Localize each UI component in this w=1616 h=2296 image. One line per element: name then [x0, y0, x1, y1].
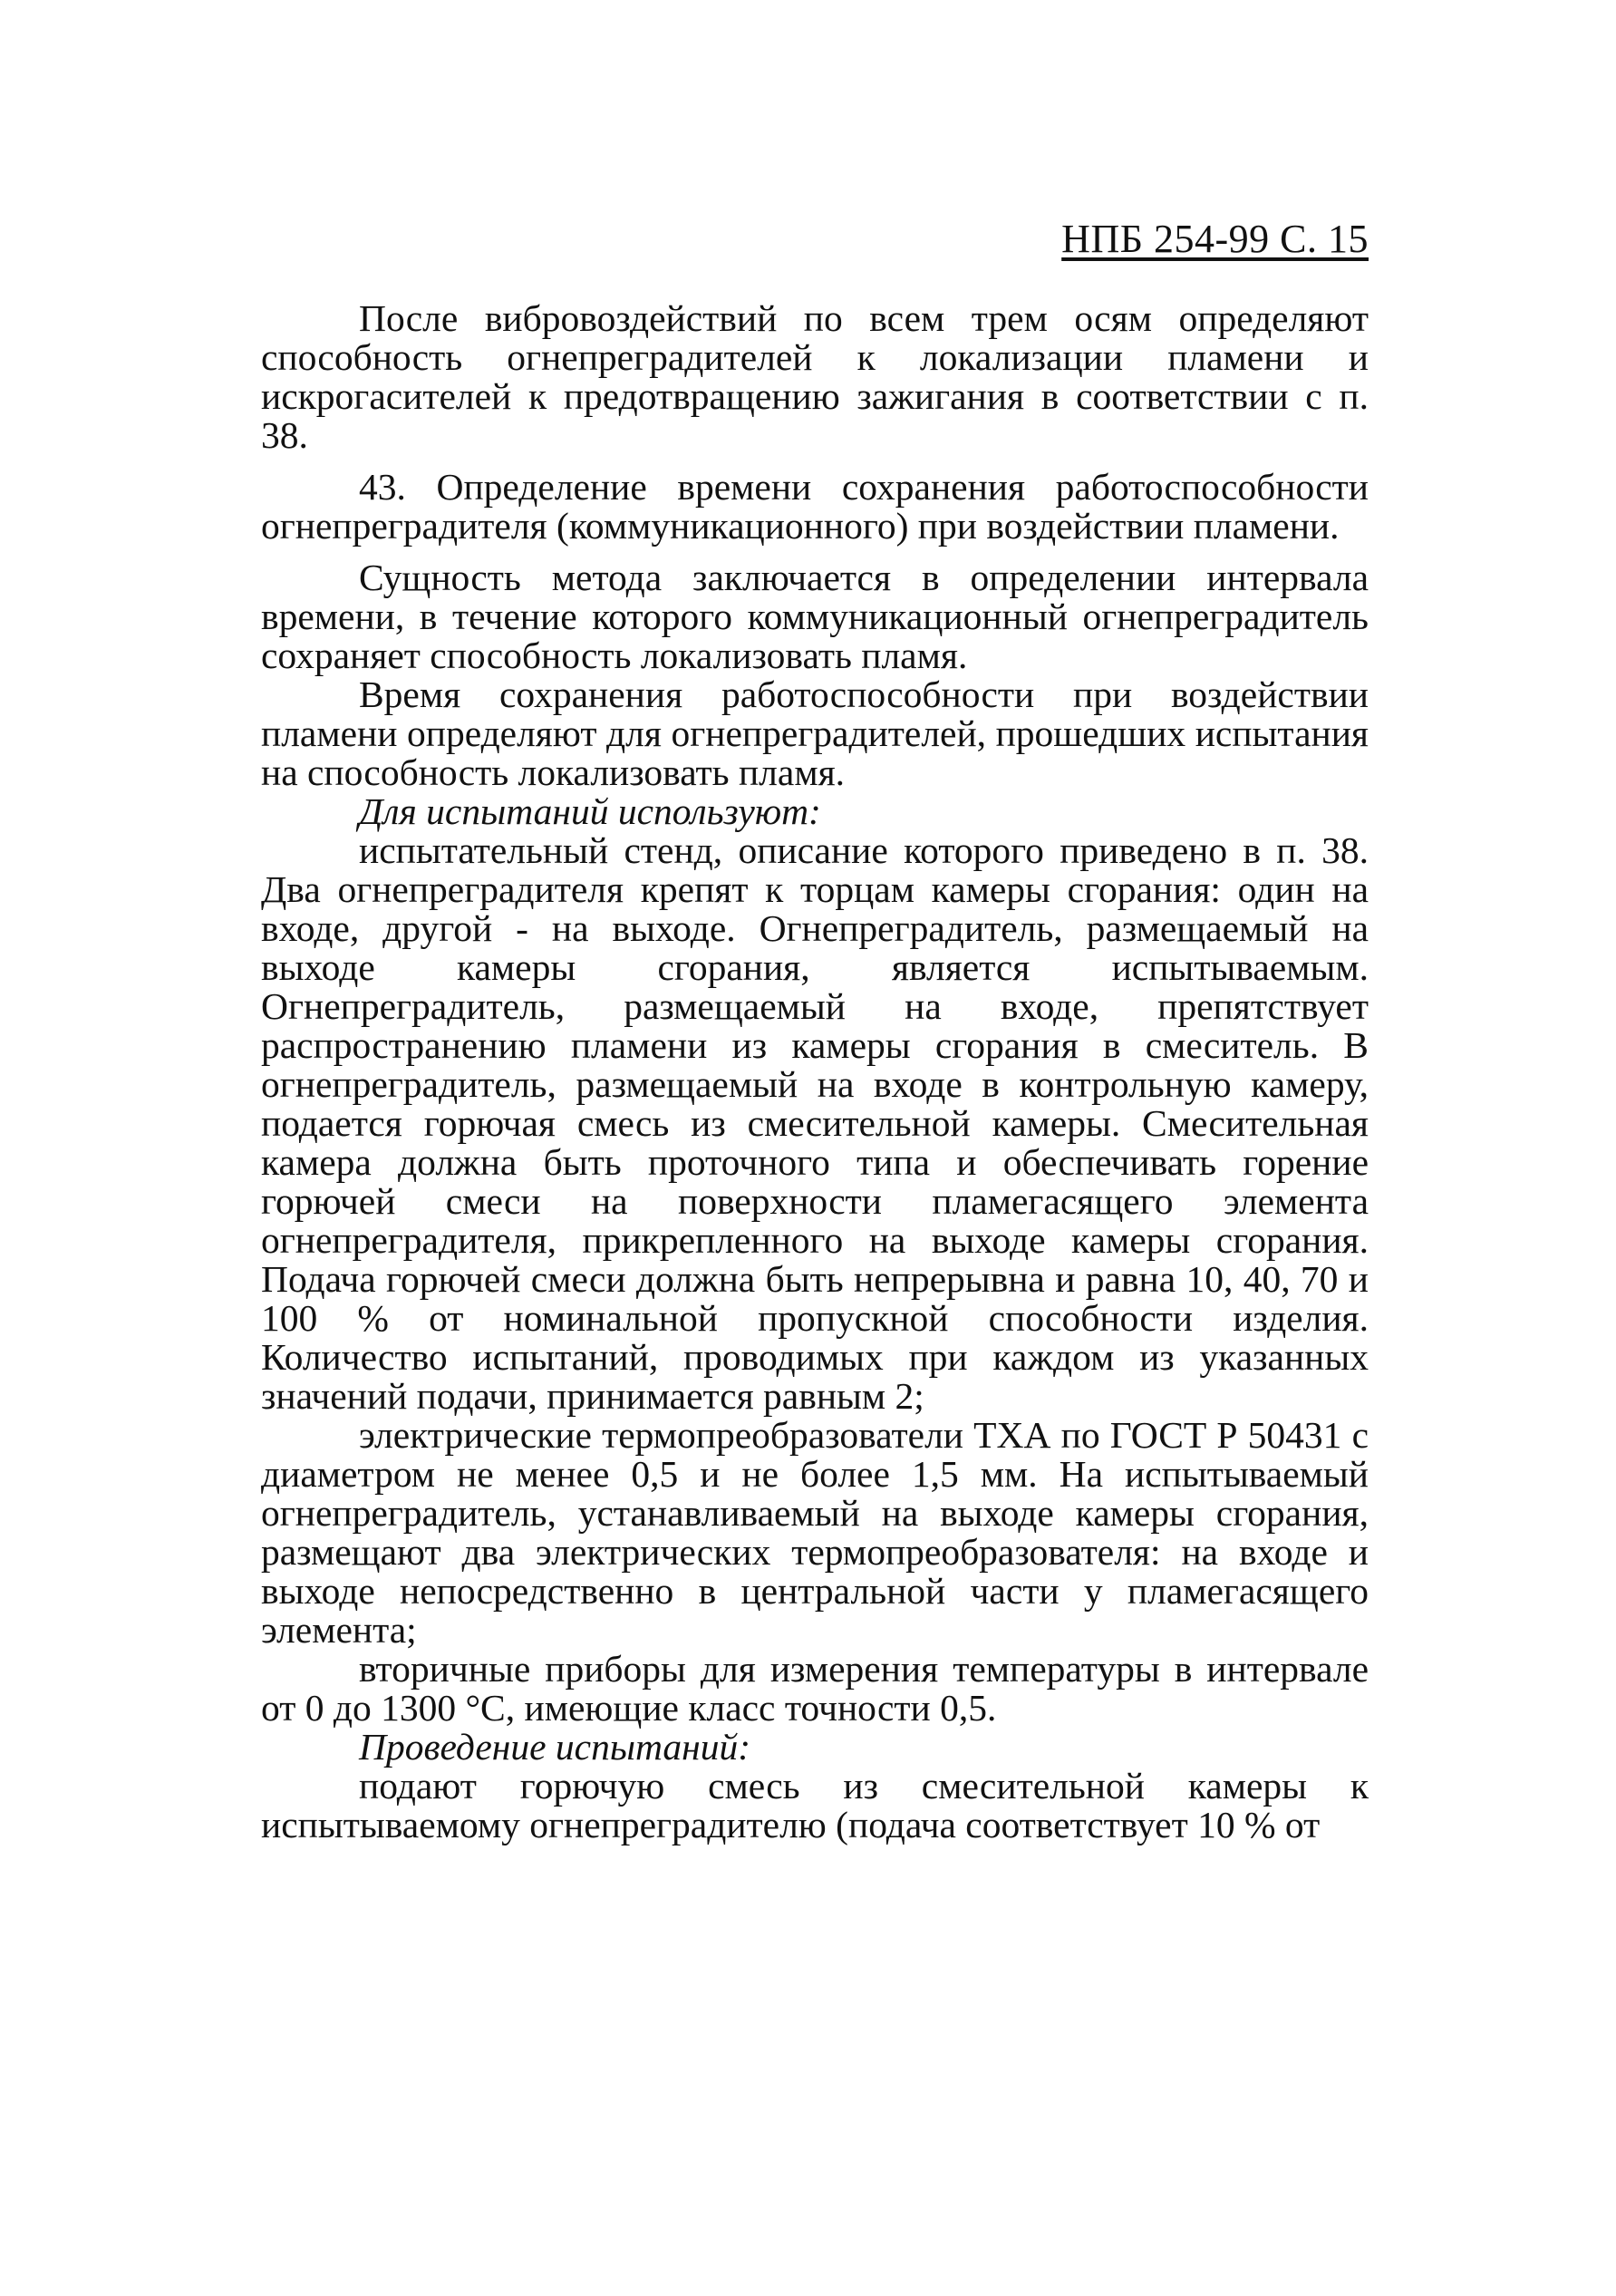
paragraph-vibration-result: После вибровоздействий по всем трем осям определяют способность огнепреградителей к локализации пламени и искрогасителей к предотвращению зажигания в соответствии с п. 38.: [261, 297, 1369, 456]
paragraph-procedure-start: подают горючую смесь из смесительной камеры к испытываемому огнепреградителю (подача соответствует 10 % от: [261, 1765, 1369, 1846]
paragraph-test-stand: испытательный стенд, описание которого приведено в п. 38. Два огнепреградителя крепят к торцам камеры сгорания: один на входе, другой - на выходе. Огнепреградитель, размещаемый на выходе камеры сгорания, является испытываемым. Огнепреградитель, размещаемый на входе, препятствует распространению пламени из камеры сгорания в смеситель. В огнепреградитель, размещаемый на входе в контрольную камеру, подается горючая смесь из смесительной камеры. Смесительная камера должна быть проточного типа и обеспечивать горение горючей смеси на поверхности пламегасящего элемента огнепреградителя, прикрепленного на выходе камеры сгорания. Подача горючей смеси должна быть непрерывна и равна 10, 40, 70 и 100 % от номинальной пропускной способности изделия. Количество испытаний, проводимых при каждом из указанных значений подачи, принимается равным 2;: [261, 829, 1369, 1417]
paragraph-secondary-devices: вторичные приборы для измерения температуры в интервале от 0 до 1300 °С, имеющие класс точности 0,5.: [261, 1648, 1369, 1729]
paragraph-section-43-title: 43. Определение времени сохранения работоспособности огнепреградителя (коммуникационного) при воздействии пламени.: [261, 466, 1369, 547]
paragraph-method-essence: Сущность метода заключается в определении интервала времени, в течение которого коммуникационный огнепреградитель сохраняет способность локализовать пламя.: [261, 557, 1369, 676]
paragraph-time-determination: Время сохранения работоспособности при воздействии пламени определяют для огнепреградителей, прошедших испытания на способность локализовать пламя.: [261, 673, 1369, 793]
paragraph-thermocouples: электрические термопреобразователи ТХА по ГОСТ Р 50431 с диаметром не менее 0,5 и не более 1,5 мм. На испытываемый огнепреградитель, устанавливаемый на выходе камеры сгорания, размещают два электрических термопреобразователя: на входе и выходе непосредственно в центральной части у пламегасящего элемента;: [261, 1414, 1369, 1651]
page-header-ref: НПБ 254-99 С. 15: [1061, 217, 1369, 261]
subheading-test-procedure: Проведение испытаний:: [359, 1726, 751, 1768]
subheading-equipment: Для испытаний используют:: [359, 790, 821, 832]
document-body: [261, 299, 1369, 1845]
